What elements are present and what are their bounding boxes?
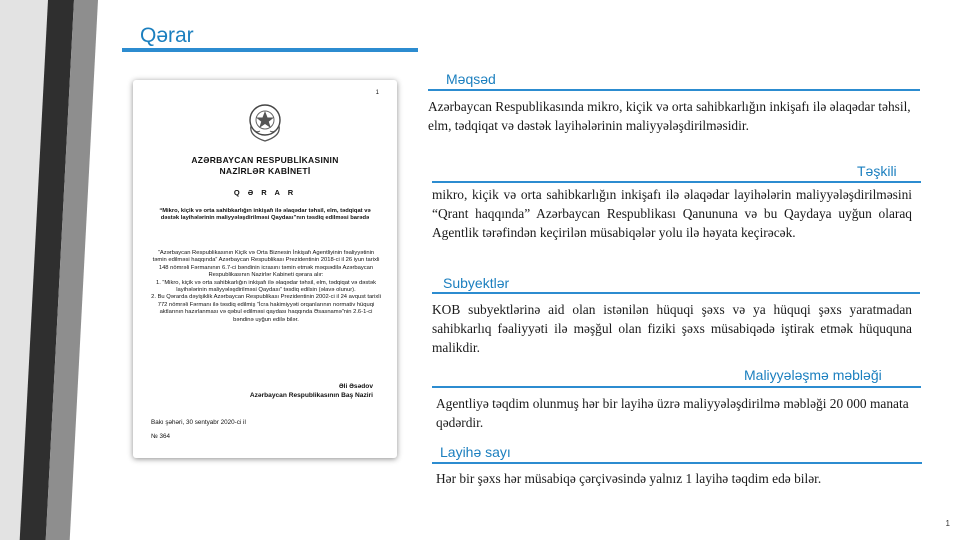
slide-page-number: 1 [945,519,950,528]
decree-document-image [133,80,397,458]
section-heading-mebleg: Maliyyələşmə məbləği [744,367,882,383]
title-underline [122,48,418,52]
place-date-block [151,416,246,444]
signature-block [250,382,373,400]
decree-paragraph: 1. “Mikro, kiçik və orta sahibkarlığın inkişafı ilə əlaqədar təhsil, elm, tədqiqat və dəstək layihələrinin maliyyələşdirilməsi Qaydası” təsdiq edilsin (əlavə olunur). [155,279,377,294]
document-number: № 364 [151,433,171,440]
section-rule-layihe [432,462,922,464]
decision-word: Q Ə R A R [233,188,297,197]
section-text-meqsed: Azərbaycan Respublikasında mikro, kiçik və orta sahibkarlığın inkişafı ilə əlaqədar təhsil, elm, tədqiqat və dəstək layihələrinin maliyyələşdirilməsidir. [428,99,911,133]
section-text-teskili: mikro, kiçik və orta sahibkarlığın inkişafı ilə əlaqədar layihələrin maliyyələşdirilməsini “Qrant haqqında” Azərbaycan Respublikası Qanununa və bu Qaydaya uyğun olaraq Agentlik tərəfindən keçirilən müsabiqələr yolu ilə həyata keçirəcək. [432,187,912,240]
section-rule-meqsed [428,89,920,91]
section-heading-meqsed: Məqsəd [446,71,496,87]
government-heading [133,155,397,177]
section-heading-teskili: Təşkili [857,163,897,179]
section-rule-subyektler [432,292,920,294]
place-date: Bakı şəhəri, 30 sentyabr 2020-ci il [151,419,246,426]
section-heading-layihe: Layihə sayı [440,444,511,460]
signer-title: Azərbaycan Respublikasının Baş Naziri [249,392,373,399]
government-line-1: AZƏRBAYCAN RESPUBLİKASININ [191,155,339,165]
slide-title: Qərar [140,24,194,47]
decree-body [151,250,381,324]
section-rule-mebleg [432,386,921,388]
decree-paragraph: “Azərbaycan Respublikasının Kiçik və Orta Biznesin İnkişafı Agentliyinin fəaliyyətinin təmin edilməsi haqqında” Azərbaycan Respublikası Prezidentinin 2018-ci il 26 iyun tarixli 148 nömrəli Fərmanının 6.7-ci bəndinin icrasını təmin etmək məqsədilə Azərbaycan Respublikasının Nazirlər Kabineti qərara alır: [152,250,380,279]
section-heading-subyektler: Subyektlər [443,275,510,291]
decree-paragraph: 2. Bu Qərarda dəyişiklik Azərbaycan Respublikası Prezidentinin 2002-ci il 24 avqust tarixli 772 nömrəli Fərmanı ilə təsdiq edilmiş “İcra hakimiyyəti orqanlarının normativ hüquqi aktlarının hazırlanması və qəbul edilməsi qaydası haqqında Əsasnamə”nin 2.6-1-ci bəndinə uyğun edilə bilər. [151,294,381,323]
document-page-number: 1 [375,90,379,96]
section-text-mebleg: Agentliyə təqdim olunmuş hər bir layihə üzrə maliyyələşdirilmə məbləği 20 000 manata qədərdir. [436,396,909,430]
section-text-layihe: Hər bir şəxs hər müsabiqə çərçivəsində yalnız 1 layihə təqdim edə bilər. [436,471,822,486]
signer-name: Əli Əsədov [338,383,373,390]
government-line-2: NAZİRLƏR KABİNETİ [219,166,311,176]
coat-of-arms-icon [245,100,285,144]
decree-subject: “Mikro, kiçik və orta sahibkarlığın inkişafı ilə əlaqədar təhsil, elm, tədqiqat və dəstək layihələrinin maliyyələşdirilməsi Qaydası”nın təsdiq edilməsi barədə [159,208,371,222]
section-rule-teskili [432,181,921,183]
section-text-subyektler: KOB subyektlərinə aid olan istənilən hüquqi şəxs və ya hüquqi şəxs yaratmadan sahibkarlıq fəaliyyəti ilə məşğul olan fiziki şəxs müsabiqədə iştirak etmək hüququna malikdir. [432,302,912,355]
